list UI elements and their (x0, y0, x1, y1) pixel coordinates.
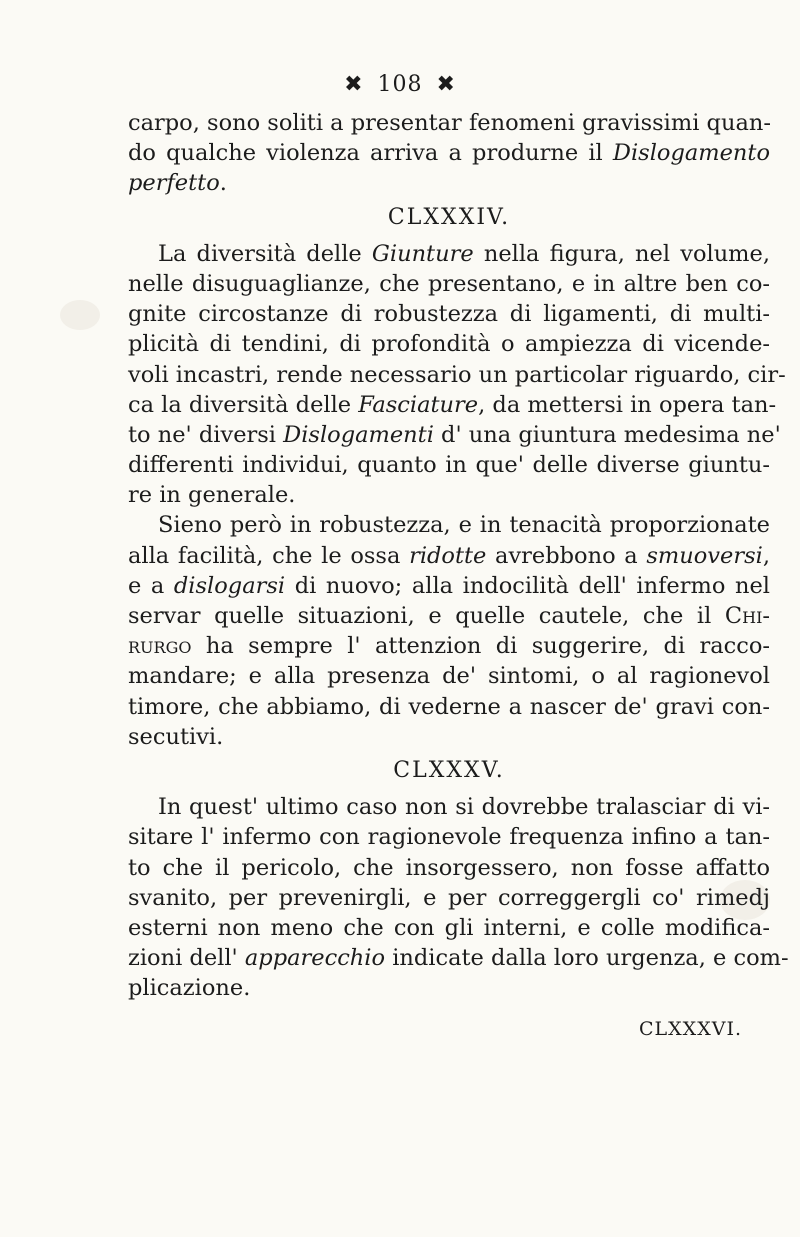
text-line: timore, che abbiamo, di vederne a nascer de' gravi con- (128, 693, 770, 720)
text-line: plicazione. (128, 975, 251, 1002)
text-line: nelle disuguaglianze, che presentano, e in altre ben co- (128, 270, 770, 297)
body-text (128, 108, 789, 1003)
text-line: do qualche violenza arriva a produrne il Dislogamento (128, 140, 770, 167)
catchword: CLXXXVI. (639, 1018, 742, 1040)
text-line: servar quelle situazioni, e quelle cautele, che il Chi- (128, 603, 770, 629)
text-line: gnite circostanze di robustezza di ligamenti, di multi- (128, 301, 770, 328)
text-line: to che il pericolo, che insorgessero, non fosse affatto (128, 854, 770, 881)
text-line: e a dislogarsi di nuovo; alla indocilità dell' infermo nel (128, 572, 770, 599)
page-header (0, 72, 800, 97)
section-heading-clxxxv: CLXXXV. (393, 757, 505, 783)
text-line: svanito, per prevenirgli, e per correggergli co' rimedj (128, 884, 770, 911)
text-line: secutivi. (128, 723, 224, 750)
text-line: esterni non meno che con gli interni, e colle modifica- (128, 914, 770, 941)
text-line: re in generale. (128, 482, 296, 509)
text-line: La diversità delle Giunture nella figura, nel volume, (158, 240, 770, 267)
text-line: sitare l' infermo con ragionevole frequenza infino a tan- (128, 824, 770, 851)
text-line: Sieno però in robustezza, e in tenacità proporzionate (158, 512, 770, 539)
text-line: differenti individui, quanto in que' delle diverse giuntu- (128, 452, 770, 479)
text-line: rurgo ha sempre l' attenzion di suggerire, di racco- (128, 633, 770, 660)
text-line: to ne' diversi Dislogamenti d' una giuntura medesima ne' (128, 421, 781, 448)
text-line: plicità di tendini, di profondità o ampiezza di vicende- (128, 331, 770, 358)
text-line: perfetto. (128, 170, 227, 197)
text-line: In quest' ultimo caso non si dovrebbe tralasciar di vi- (158, 794, 770, 821)
text-line: ca la diversità delle Fasciature, da mettersi in opera tan- (128, 391, 777, 418)
paper-stain (60, 300, 100, 330)
ornament-right: ✖ (436, 72, 456, 97)
text-line: voli incastri, rende necessario un particolar riguardo, cir- (128, 361, 786, 388)
text-line: carpo, sono soliti a presentar fenomeni gravissimi quan- (128, 110, 771, 136)
text-line: alla facilità, che le ossa ridotte avrebbono a smuoversi, (128, 542, 770, 569)
page-number: 108 (377, 72, 423, 97)
text-line: mandare; e alla presenza de' sintomi, o al ragionevol (128, 663, 770, 690)
text-line: zioni dell' apparecchio indicate dalla loro urgenza, e com- (128, 945, 789, 972)
ornament-left: ✖ (344, 72, 364, 97)
section-heading-clxxxiv: CLXXXIV. (387, 204, 511, 230)
